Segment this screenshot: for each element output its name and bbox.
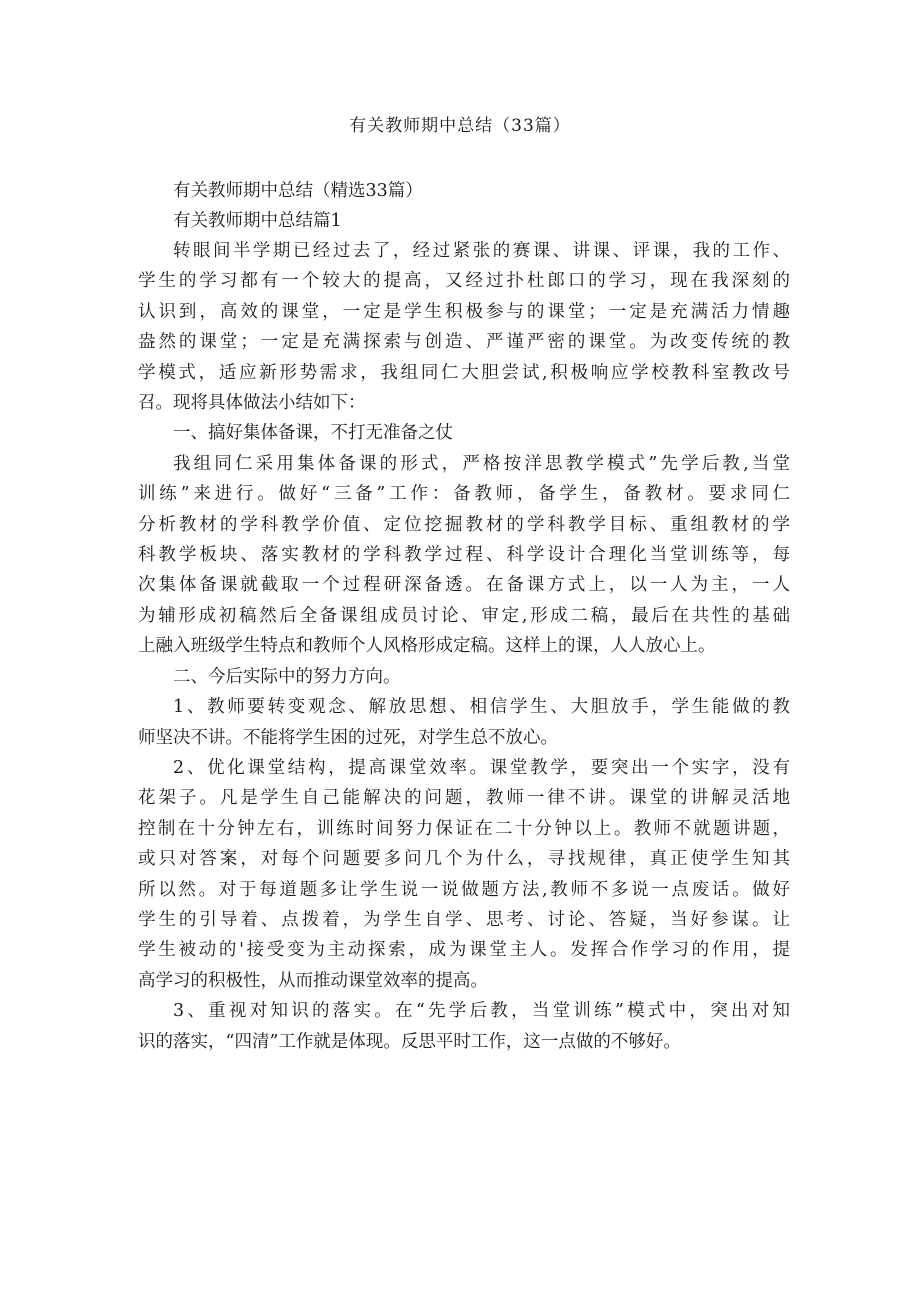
paragraph-line: 2、优化课堂结构，提高课堂效率。课堂教学，要突出一个实字，没有 <box>173 757 790 778</box>
paragraph-line: 科教学板块、落实教材的学科教学过程、科学设计合理化当堂训练等，每 <box>138 545 790 566</box>
paragraph-line: 所以然。对于每道题多让学生说一说做题方法,教师不多说一点废话。做好 <box>138 879 790 900</box>
paragraph-line: 高学习的积极性，从而推动课堂效率的提高。 <box>138 970 488 991</box>
paragraph-line: 认识到，高效的课堂，一定是学生积极参与的课堂；一定是充满活力情趣 <box>138 301 790 322</box>
paragraph-line: 识的落实，“四清”工作就是体现。反思平时工作，这一点做的不够好。 <box>138 1031 681 1052</box>
paragraph <box>138 753 790 996</box>
paragraph <box>138 418 790 448</box>
paragraph <box>138 692 790 753</box>
paragraph-line: 召。现将具体做法小结如下： <box>138 393 366 414</box>
paragraph-line: 分析教材的学科教学价值、定位挖掘教材的学科教学目标、重组教材的学 <box>138 514 790 535</box>
paragraph-line: 次集体备课就截取一个过程研深备透。在备课方式上，以一人为主，一人 <box>138 575 790 596</box>
document-subtitle: 有关教师期中总结（精选33篇） <box>173 181 423 201</box>
paragraph-line: 花架子。凡是学生自己能解决的问题，教师一律不讲。课堂的讲解灵活地 <box>138 788 790 809</box>
paragraph-line: 3、重视对知识的落实。在“先学后教，当堂训练”模式中，突出对知 <box>173 1001 790 1022</box>
paragraph-line: 学生的引导着、点拨着，为学生自学、思考、讨论、答疑，当好参谋。让 <box>138 909 790 930</box>
paragraph <box>138 662 790 692</box>
paragraph-line: 或只对答案，对每个问题要多问几个为什么，寻找规律，真正使学生知其 <box>138 849 790 870</box>
paragraph-list <box>138 236 790 1057</box>
document-title: 有关教师期中总结（33篇） <box>349 116 571 136</box>
paragraph-line: 训练”来进行。做好“三备”工作：备教师，备学生，备教材。要求同仁 <box>138 484 790 505</box>
paragraph-line: 为辅形成初稿然后全备课组成员讨论、审定,形成二稿，最后在共性的基础 <box>138 605 790 626</box>
paragraph-line: 盎然的课堂；一定是充满探索与创造、严谨严密的课堂。为改变传统的教 <box>138 332 790 353</box>
paragraph <box>138 236 790 418</box>
paragraph-line: 师坚决不讲。不能将学生困的过死，对学生总不放心。 <box>138 727 558 748</box>
paragraph-line: 上融入班级学生特点和教师个人风格形成定稿。这样上的课，人人放心上。 <box>138 636 716 657</box>
paragraph-line: 学生的学习都有一个较大的提高，又经过扑杜郎口的学习，现在我深刻的 <box>138 271 790 292</box>
paragraph <box>138 996 790 1057</box>
paragraph-line: 学模式，适应新形势需求，我组同仁大胆尝试,积极响应学校教科室教改号 <box>138 362 790 383</box>
paragraph-line: 二、今后实际中的努力方向。 <box>173 666 401 687</box>
section-heading: 有关教师期中总结篇1 <box>173 211 342 231</box>
paragraph-line: 控制在十分钟左右，训练时间努力保证在二十分钟以上。教师不就题讲题， <box>138 818 790 839</box>
paragraph-line: 我组同仁采用集体备课的形式，严格按洋思教学模式”先学后教,当堂 <box>173 453 790 474</box>
paragraph-line: 1、教师要转变观念、解放思想、相信学生、大胆放手，学生能做的教 <box>173 697 790 718</box>
document-body <box>138 176 790 1057</box>
paragraph-line: 转眼间半学期已经过去了，经过紧张的赛课、讲课、评课，我的工作、 <box>173 241 790 261</box>
paragraph-line: 一、搞好集体备课，不打无准备之仗 <box>173 423 453 444</box>
paragraph <box>138 449 790 662</box>
paragraph-line: 学生被动的'接受变为主动探索，成为课堂主人。发挥合作学习的作用，提 <box>138 940 790 961</box>
